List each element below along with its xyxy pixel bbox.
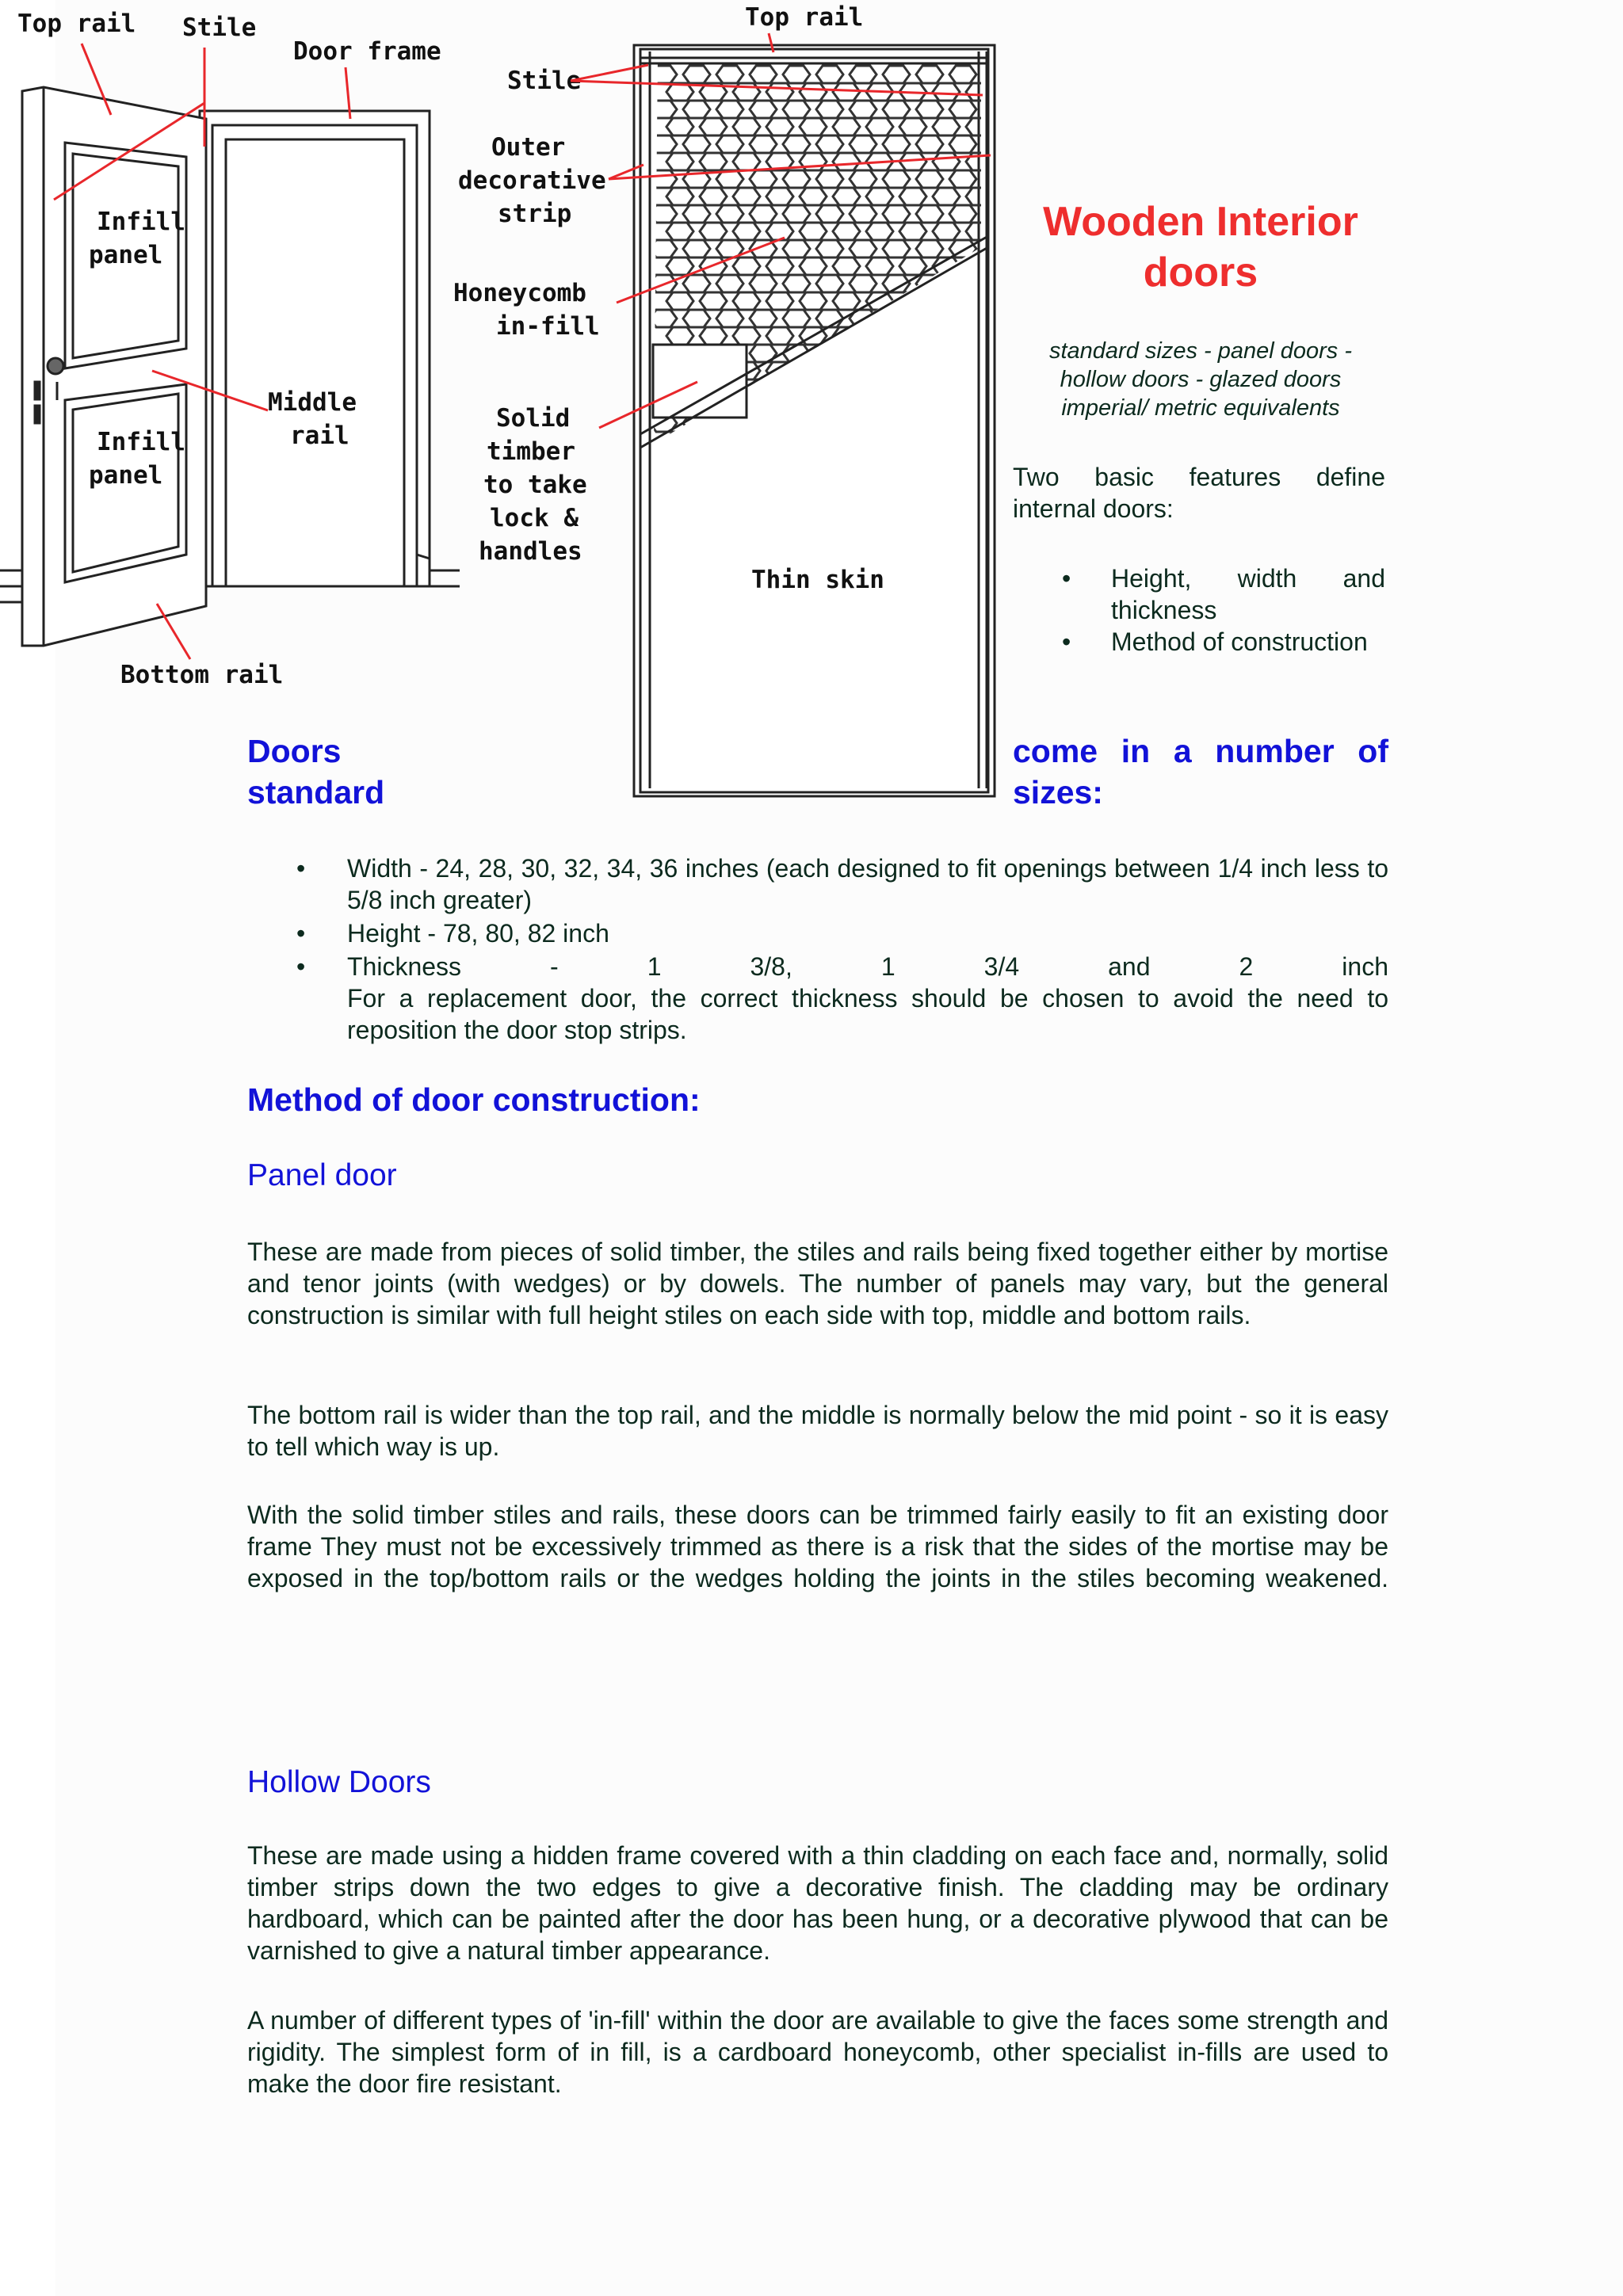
label-solid-3: to take bbox=[483, 471, 587, 499]
label-door-frame: Door frame bbox=[293, 37, 441, 66]
page-title-line-1: Wooden Interior bbox=[1043, 199, 1358, 245]
label-infill-panel-lower: Infill bbox=[97, 428, 185, 456]
list-item: • Method of construction bbox=[1013, 626, 1385, 658]
panel-door-paragraph-1: These are made from pieces of solid timber, the stiles and rails being fixed together either by mortise and tenor joints (with wedges) or by dowels. The number of panels may vary, but the general construction is similar with full height stiles on each side with top, middle and bottom rails. bbox=[247, 1238, 1388, 1329]
label-outer-strip-1: Outer bbox=[491, 133, 566, 162]
subtitle-line-2: hollow doors - glazed doors bbox=[1060, 367, 1342, 392]
label-bottom-rail: Bottom rail bbox=[120, 661, 284, 689]
label-infill-panel-lower-2: panel bbox=[89, 461, 163, 490]
list-item: • Width - 24, 28, 30, 32, 34, 36 inches (each designed to fit openings between 1/4 inch less to 5/8 inch greater) bbox=[247, 852, 1388, 916]
sizes-heading-left-2: standard bbox=[247, 774, 385, 810]
panel-door-paragraph-3: With the solid timber stiles and rails, these doors can be trimmed fairly easily to fit an existing door frame They must not be excessively trimmed as there is a risk that the sides of the mortise may be exposed in the top/bottom rails or the wedges holding the joints in the stiles becoming weakened. bbox=[247, 1501, 1388, 1592]
sizes-heading-left-1: Doors bbox=[247, 733, 342, 769]
door-leaf-drawing bbox=[22, 87, 206, 646]
label-solid-2: timber bbox=[487, 437, 575, 466]
list-item: • Height - 78, 80, 82 inch bbox=[247, 917, 1388, 949]
subtitle-line-3: imperial/ metric equivalents bbox=[1061, 395, 1340, 421]
label-honeycomb-1: Honeycomb bbox=[453, 279, 586, 307]
subtitle-line-1: standard sizes - panel doors - bbox=[1048, 338, 1353, 364]
panel-door-heading: Panel door bbox=[247, 1158, 397, 1192]
sizes-heading-right-1: come in a number of bbox=[1013, 733, 1388, 769]
sizes-heading-right-2: sizes: bbox=[1013, 774, 1103, 810]
page-title bbox=[991, 196, 1411, 298]
feature-list bbox=[1013, 563, 1385, 658]
label-infill-panel-upper: Infill bbox=[97, 208, 185, 236]
panel-door-paragraph-2: The bottom rail is wider than the top rail, and the middle is normally below the mid point - so it is easy to tell which way is up. bbox=[247, 1401, 1388, 1461]
page-subtitle bbox=[1010, 337, 1391, 422]
hollow-doors-paragraph-1: These are made using a hidden frame covered with a thin cladding on each face and, normally, solid timber strips down the two edges to give a decorative finish. The cladding may be ordinary hardboard, which can be painted after the door has been hung, or a decorative plywood that can be varnished to give a natural timber appearance. bbox=[247, 1841, 1388, 1965]
label-middle-rail-2: rail bbox=[290, 421, 349, 450]
thickness-text: • Thickness - 1 3/8, 1 3/4 and 2 inch bbox=[347, 952, 1388, 981]
sizes-list bbox=[247, 852, 1388, 1047]
page-title-line-2: doors bbox=[1143, 250, 1258, 296]
label-hollow-top-rail: Top rail bbox=[745, 3, 864, 32]
hollow-door-diagram bbox=[428, 0, 1014, 808]
hollow-doors-paragraph-2: A number of different types of 'in-fill' within the door are available to give the faces some strength and rigidity. The simplest form of in fill, is a cardboard honeycomb, other specialist in-fills are used to make the door fire resistant. bbox=[247, 2006, 1388, 2098]
hollow-doors-heading: Hollow Doors bbox=[247, 1765, 431, 1799]
label-thin-skin: Thin skin bbox=[751, 566, 884, 594]
construction-heading: Method of door construction: bbox=[247, 1081, 701, 1118]
label-solid-4: lock & bbox=[490, 504, 579, 532]
list-item: • Height, width and thickness bbox=[1013, 563, 1385, 626]
label-outer-strip-2: decorative bbox=[458, 166, 606, 195]
list-item bbox=[247, 951, 1388, 1046]
label-solid-1: Solid bbox=[496, 404, 571, 433]
label-outer-strip-3: strip bbox=[498, 200, 572, 228]
intro-text: Two basic features define internal doors: bbox=[1013, 463, 1385, 523]
label-middle-rail: Middle bbox=[268, 388, 357, 417]
label-infill-panel-upper-2: panel bbox=[89, 241, 163, 269]
label-stile: Stile bbox=[182, 13, 257, 42]
label-hollow-stile: Stile bbox=[507, 67, 582, 95]
label-honeycomb-2: in-fill bbox=[496, 312, 600, 341]
label-top-rail: Top rail bbox=[17, 10, 136, 38]
label-solid-5: handles bbox=[479, 537, 582, 566]
sizes-heading-left bbox=[247, 730, 485, 813]
thickness-note: For a replacement door, the correct thickness should be chosen to avoid the need to reposition the door stop strips. bbox=[347, 984, 1388, 1044]
sizes-heading-right bbox=[1013, 730, 1388, 813]
panel-door-diagram bbox=[0, 0, 475, 697]
